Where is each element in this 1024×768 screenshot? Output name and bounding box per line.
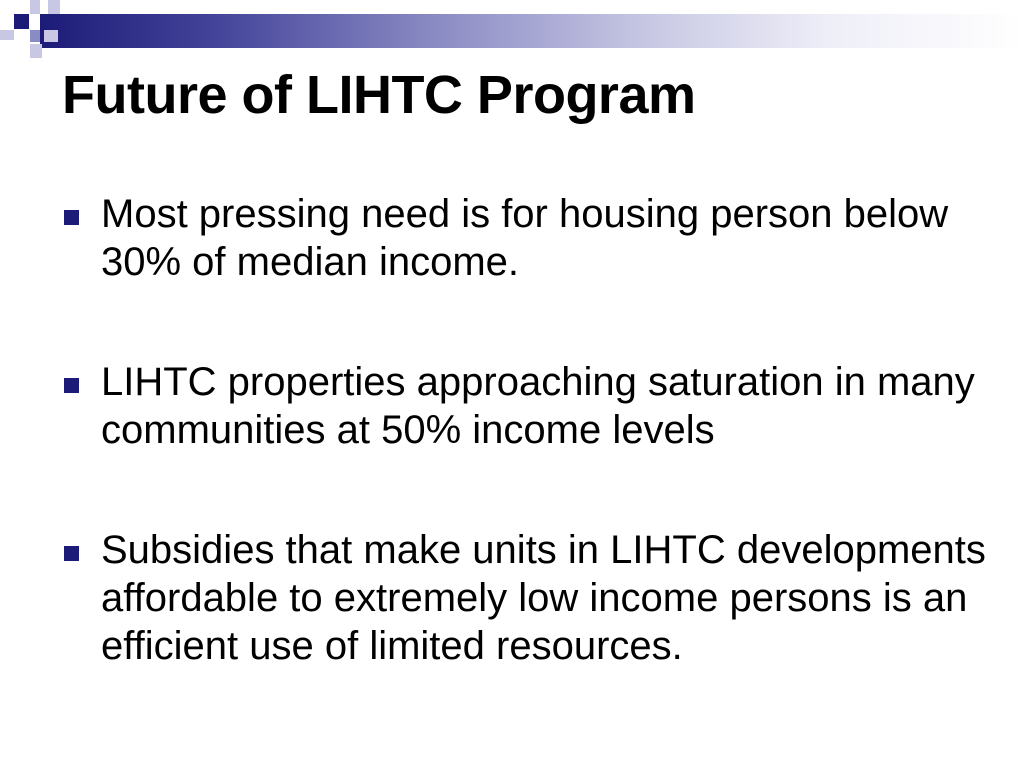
- square-bullet-icon: [64, 378, 79, 393]
- bullet-text: Subsidies that make units in LIHTC developments affordable to extremely low income persons is an efficient use of limited resources.: [101, 528, 986, 668]
- bullet-item: [64, 358, 994, 454]
- bullet-list: [64, 190, 994, 670]
- square-bullet-icon: [64, 210, 79, 225]
- bullet-item: [64, 526, 994, 670]
- deco-square-light: [0, 30, 14, 40]
- bullet-text: Most pressing need is for housing person below 30% of median income.: [101, 192, 949, 284]
- header-gradient-bar: [40, 14, 1024, 48]
- deco-square-dark: [14, 14, 29, 29]
- deco-square-light: [30, 44, 42, 58]
- bullet-item: [64, 190, 994, 286]
- deco-square-gap: [14, 30, 30, 42]
- slide-title: Future of LIHTC Program: [62, 65, 696, 125]
- deco-square-light: [30, 0, 40, 14]
- bullet-text: LIHTC properties approaching saturation in many communities at 50% income levels: [101, 360, 975, 452]
- square-bullet-icon: [64, 546, 79, 561]
- deco-square-light: [48, 0, 60, 14]
- deco-square-medium: [30, 30, 40, 42]
- deco-square-light: [44, 30, 58, 42]
